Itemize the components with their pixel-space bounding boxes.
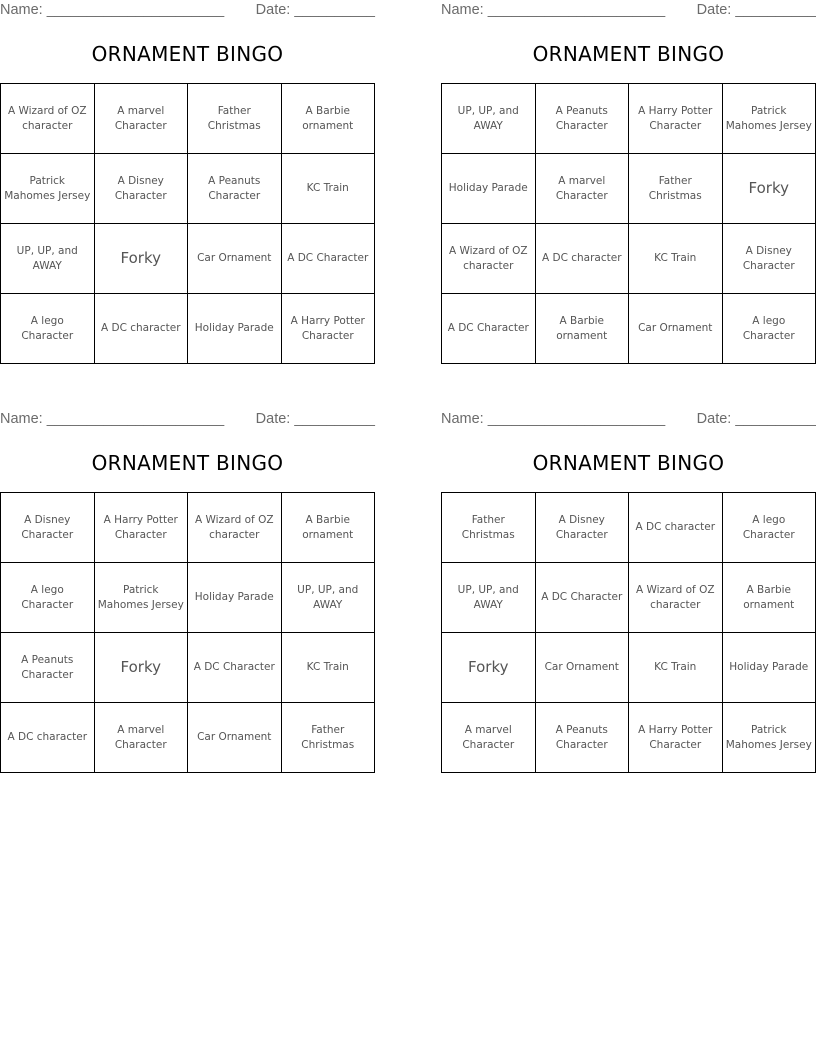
bingo-cell: Father Christmas (281, 703, 375, 773)
bingo-cell: Patrick Mahomes Jersey (722, 84, 816, 154)
bingo-cell: A Wizard of OZ character (629, 563, 723, 633)
bingo-cell: Holiday Parade (722, 633, 816, 703)
bingo-cell: Holiday Parade (188, 294, 282, 364)
bingo-cell: A Peanuts Character (1, 633, 95, 703)
bingo-cell: UP, UP, and AWAY (442, 84, 536, 154)
grid-row (1, 633, 375, 703)
bingo-card (0, 409, 375, 774)
bingo-cell: A Disney Character (722, 224, 816, 294)
bingo-cell: Forky (94, 224, 188, 294)
bingo-cell: A DC character (1, 703, 95, 773)
bingo-cell: UP, UP, and AWAY (1, 224, 95, 294)
bingo-cell: A DC character (94, 294, 188, 364)
bingo-cell: Patrick Mahomes Jersey (722, 703, 816, 773)
bingo-cell: A DC Character (442, 294, 536, 364)
bingo-cell: Father Christmas (442, 493, 536, 563)
bingo-card (0, 0, 375, 365)
bingo-cell: Car Ornament (188, 703, 282, 773)
bingo-cell: A Disney Character (1, 493, 95, 563)
grid-row (442, 154, 816, 224)
bingo-cell: A DC Character (281, 224, 375, 294)
bingo-cell: Forky (442, 633, 536, 703)
card-title: ORNAMENT BINGO (91, 42, 284, 66)
grid-row (442, 84, 816, 154)
grid-row (442, 493, 816, 563)
bingo-card (441, 409, 816, 774)
bingo-cell: A Harry Potter Character (629, 703, 723, 773)
bingo-cell: Father Christmas (188, 84, 282, 154)
grid-row (1, 84, 375, 154)
bingo-cell: A Harry Potter Character (281, 294, 375, 364)
bingo-cell: A Barbie ornament (722, 563, 816, 633)
bingo-cell: A DC Character (188, 633, 282, 703)
bingo-card (441, 0, 816, 365)
card-title: ORNAMENT BINGO (91, 451, 284, 475)
grid-row (1, 294, 375, 364)
card-header (441, 411, 816, 429)
bingo-cell: A Barbie ornament (535, 294, 629, 364)
grid-row (442, 703, 816, 773)
bingo-cell: A lego Character (1, 563, 95, 633)
bingo-cell: UP, UP, and AWAY (281, 563, 375, 633)
bingo-cell: KC Train (281, 154, 375, 224)
bingo-cell: A marvel Character (535, 154, 629, 224)
bingo-cell: A lego Character (1, 294, 95, 364)
bingo-cell: Father Christmas (629, 154, 723, 224)
bingo-cell: A DC Character (535, 563, 629, 633)
bingo-cell: Patrick Mahomes Jersey (94, 563, 188, 633)
bingo-cell: A lego Character (722, 294, 816, 364)
card-title: ORNAMENT BINGO (532, 451, 725, 475)
bingo-cell: Forky (94, 633, 188, 703)
grid-row (1, 224, 375, 294)
bingo-cell: Patrick Mahomes Jersey (1, 154, 95, 224)
bingo-grid (0, 83, 375, 364)
date-field: Date: __________ (696, 411, 816, 427)
bingo-cell: A Barbie ornament (281, 84, 375, 154)
bingo-cell: KC Train (281, 633, 375, 703)
bingo-cell: A marvel Character (94, 84, 188, 154)
bingo-cell: A DC character (629, 493, 723, 563)
name-field: Name: ______________________ (441, 411, 666, 427)
card-header (0, 411, 375, 429)
grid-row (442, 294, 816, 364)
card-title: ORNAMENT BINGO (532, 42, 725, 66)
grid-row (1, 154, 375, 224)
bingo-cell: A Harry Potter Character (629, 84, 723, 154)
bingo-cell: A DC character (535, 224, 629, 294)
date-field: Date: __________ (255, 2, 375, 18)
grid-row (442, 224, 816, 294)
bingo-cell: A Peanuts Character (535, 84, 629, 154)
bingo-cell: A lego Character (722, 493, 816, 563)
date-field: Date: __________ (255, 411, 375, 427)
bingo-cell: A Wizard of OZ character (1, 84, 95, 154)
bingo-cell: A Wizard of OZ character (442, 224, 536, 294)
bingo-grid (441, 492, 816, 773)
grid-row (1, 493, 375, 563)
bingo-cell: A marvel Character (94, 703, 188, 773)
bingo-cell: UP, UP, and AWAY (442, 563, 536, 633)
grid-row (1, 703, 375, 773)
name-field: Name: ______________________ (0, 2, 225, 18)
bingo-cell: Forky (722, 154, 816, 224)
bingo-cell: A marvel Character (442, 703, 536, 773)
bingo-cell: A Harry Potter Character (94, 493, 188, 563)
card-header (0, 2, 375, 20)
name-field: Name: ______________________ (0, 411, 225, 427)
date-field: Date: __________ (696, 2, 816, 18)
name-field: Name: ______________________ (441, 2, 666, 18)
bingo-cell: Car Ornament (629, 294, 723, 364)
grid-row (1, 563, 375, 633)
bingo-grid (441, 83, 816, 364)
bingo-cell: A Peanuts Character (188, 154, 282, 224)
bingo-cell: Holiday Parade (188, 563, 282, 633)
bingo-cell: A Barbie ornament (281, 493, 375, 563)
bingo-cell: Car Ornament (188, 224, 282, 294)
bingo-cell: KC Train (629, 224, 723, 294)
bingo-cell: Holiday Parade (442, 154, 536, 224)
bingo-cell: Car Ornament (535, 633, 629, 703)
bingo-cell: KC Train (629, 633, 723, 703)
bingo-grid (0, 492, 375, 773)
bingo-cell: A Peanuts Character (535, 703, 629, 773)
bingo-cell: A Disney Character (94, 154, 188, 224)
bingo-cell: A Disney Character (535, 493, 629, 563)
bingo-cell: A Wizard of OZ character (188, 493, 282, 563)
grid-row (442, 633, 816, 703)
card-header (441, 2, 816, 20)
grid-row (442, 563, 816, 633)
